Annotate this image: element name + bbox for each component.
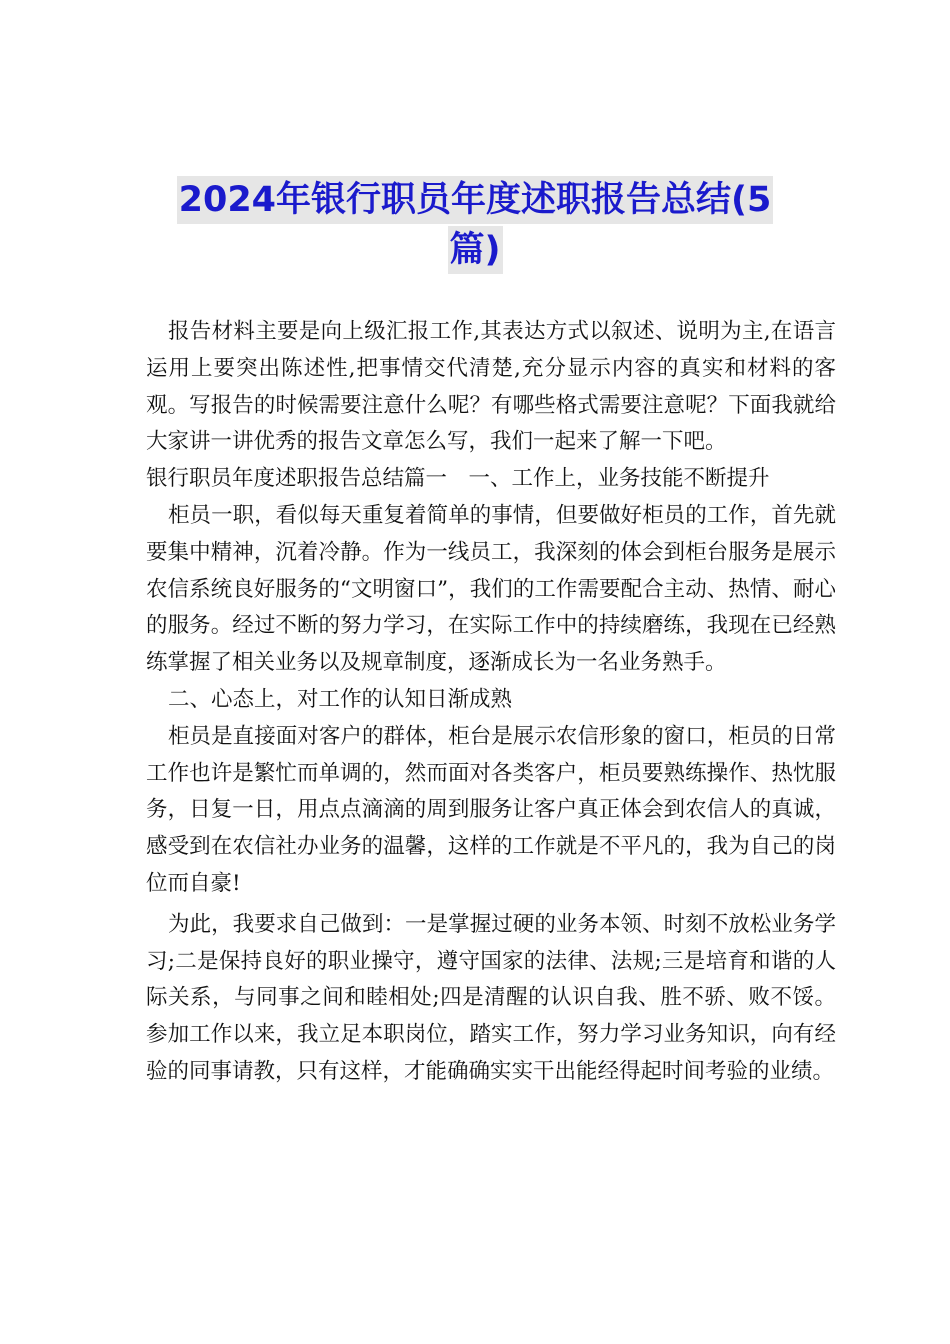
section-heading-2: 二、心态上，对工作的认知日渐成熟 (168, 686, 513, 712)
title-line-2: 篇) (448, 226, 503, 274)
section-heading-1: 银行职员年度述职报告总结篇一 一、工作上，业务技能不断提升 (146, 466, 770, 492)
body-paragraph-3: 为此，我要求自己做到：一是掌握过硬的业务本领、时刻不放松业务学习;二是保持良好的职业操守，遵守国家的法律、法规;三是培育和谐的人际关系，与同事之间和睦相处;四是清醒的认识自我、胜不骄、败不馁。参加工作以来，我立足本职岗位，踏实工作，努力学习业务知识，向有经验的同事请教，只有这样，才能确确实实干出能经得起时间考验的业绩。 (146, 911, 836, 1084)
body-paragraph-2: 柜员是直接面对客户的群体，柜台是展示农信形象的窗口，柜员的日常工作也许是繁忙而单调的，然而面对各类客户，柜员要熟练操作、热忱服务，日复一日，用点点滴滴的周到服务让客户真正体会到农信人的真诚，感受到在农信社办业务的温馨，这样的工作就是不平凡的，我为自己的岗位而自豪! (146, 723, 836, 896)
title-line-1: 2024年银行职员年度述职报告总结(5 (177, 176, 774, 224)
body-paragraph-1: 柜员一职，看似每天重复着简单的事情，但要做好柜员的工作，首先就要集中精神，沉着冷静。作为一线员工，我深刻的体会到柜台服务是展示农信系统良好服务的“文明窗口”，我们的工作需要配合主动、热情、耐心的服务。经过不断的努力学习，在实际工作中的持续磨练，我现在已经熟练掌握了相关业务以及规章制度，逐渐成长为一名业务熟手。 (146, 502, 836, 676)
document-body (146, 314, 836, 1091)
intro-paragraph: 报告材料主要是向上级汇报工作,其表达方式以叙述、说明为主,在语言运用上要突出陈述性,把事情交代清楚,充分显示内容的真实和材料的客观。写报告的时候需要注意什么呢？有哪些格式需要注意呢？下面我就给大家讲一讲优秀的报告文章怎么写，我们一起来了解一下吧。 (146, 319, 836, 455)
document-title (0, 176, 950, 274)
